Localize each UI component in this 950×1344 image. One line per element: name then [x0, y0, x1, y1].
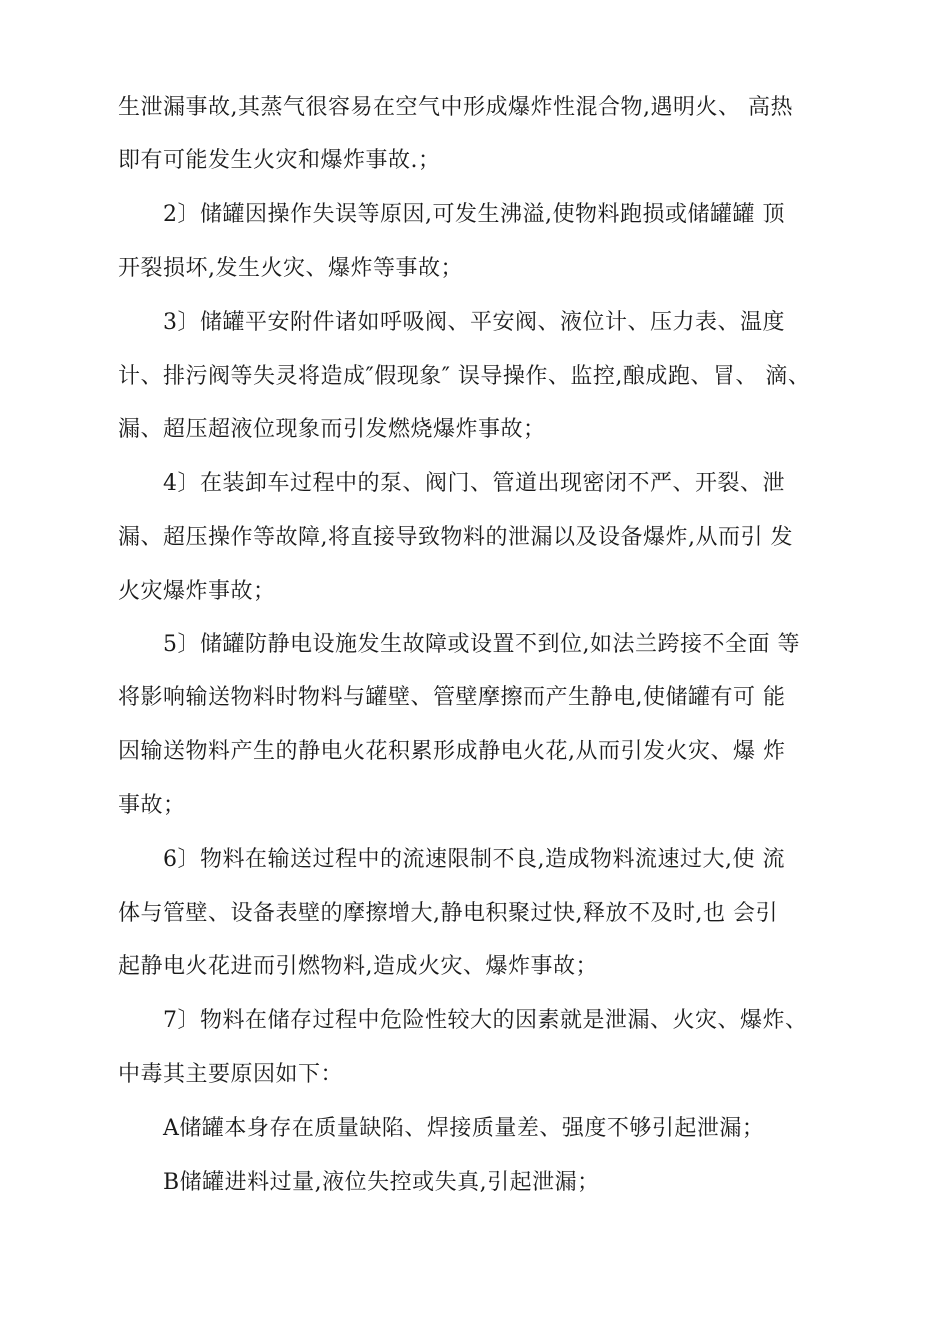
text-line: 事故；: [118, 793, 186, 818]
text-line: 5〕储罐防静电设施发生故障或设置不到位,如法兰跨接不全面 等: [163, 632, 800, 657]
text-line: 开裂损坏,发生火灾、爆炸等事故；: [118, 256, 463, 281]
text-line: 漏、超压超液位现象而引发燃烧爆炸事故；: [118, 417, 546, 442]
text-line: A储罐本身存在质量缺陷、焊接质量差、强度不够引起泄漏；: [163, 1116, 765, 1141]
text-line: 计、排污阀等失灵将造成″假现象″ 误导操作、监控,酿成跑、冒、 滴、: [118, 364, 811, 389]
text-line: 6〕物料在输送过程中的流速限制不良,造成物料流速过大,使 流: [163, 847, 785, 872]
text-line: 3〕储罐平安附件诸如呼吸阀、平安阀、液位计、压力表、温度: [163, 310, 785, 335]
text-line: 体与管壁、设备表壁的摩擦增大,静电积聚过快,释放不及时,也 会引: [118, 901, 778, 926]
text-line: 中毒其主要原因如下：: [118, 1062, 344, 1087]
text-line: B储罐进料过量,液位失控或失真,引起泄漏；: [163, 1170, 600, 1195]
text-line: 将影响输送物料时物料与罐壁、管壁摩擦而产生静电,使储罐有可 能: [118, 685, 786, 710]
text-line: 火灾爆炸事故；: [118, 579, 276, 604]
text-line: 生泄漏事故,其蒸气很容易在空气中形成爆炸性混合物,遇明火、 高热: [118, 95, 793, 120]
text-line: 起静电火花进而引燃物料,造成火灾、爆炸事故；: [118, 954, 598, 979]
text-line: 因输送物料产生的静电火花积累形成静电火花,从而引发火灾、爆 炸: [118, 739, 786, 764]
text-line: 7〕物料在储存过程中危险性较大的因素就是泄漏、火灾、爆炸、: [163, 1008, 808, 1033]
text-line: 2〕储罐因操作失误等原因,可发生沸溢,使物料跑损或储罐罐 顶: [163, 202, 785, 227]
text-line: 漏、超压操作等故障,将直接导致物料的泄漏以及设备爆炸,从而引 发: [118, 525, 793, 550]
text-line: 即有可能发生火灾和爆炸事故.；: [118, 148, 441, 173]
text-line: 4〕在装卸车过程中的泵、阀门、管道出现密闭不严、开裂、泄: [163, 471, 785, 496]
